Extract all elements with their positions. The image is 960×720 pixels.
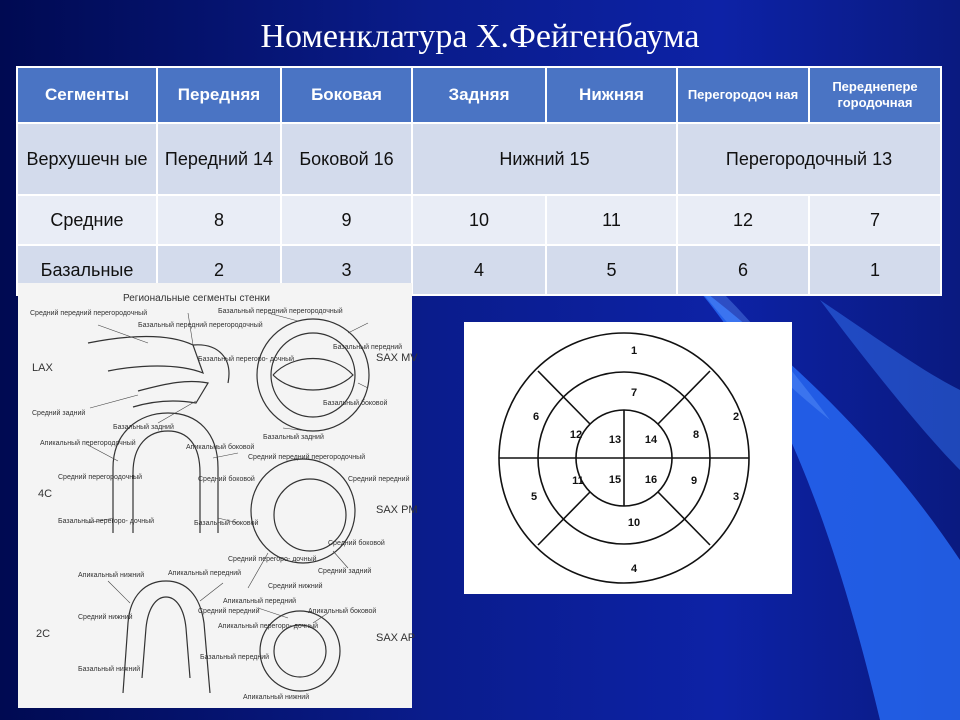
cell-basal-4: 5: [546, 245, 677, 295]
table-row-apical: [17, 123, 941, 195]
label-saxpm-6: Средний нижний: [268, 583, 323, 590]
bullseye-diagram: [464, 322, 792, 594]
view-sax-mv: SAX MV: [376, 352, 418, 364]
cell-mid-4: 11: [546, 195, 677, 245]
segment-3: 3: [732, 491, 740, 503]
label-saxap-3: Апикальный боковой: [308, 608, 377, 615]
label-saxap-1: Апикальный передний: [223, 598, 297, 605]
segment-5: 5: [530, 491, 538, 503]
label-saxmv-5: Базальный задний: [263, 434, 324, 441]
label-4c-4: Средний боковой: [198, 476, 255, 483]
row-label-apical: Верхушечн ые: [17, 123, 157, 195]
slide-title: Номенклатура Х.Фейгенбаума: [260, 18, 700, 55]
view-4c: 4C: [38, 488, 53, 500]
label-2c-4: Средний передний: [198, 608, 260, 615]
label-2c-1: Апикальный нижний: [78, 572, 145, 579]
label-lax-1: Средний передний перегородочный: [30, 310, 148, 317]
segment-2: 2: [732, 411, 740, 423]
view-sax-ap: SAX AP: [376, 632, 416, 644]
label-saxap-4: Апикальный нижний: [243, 694, 310, 701]
segment-15: 15: [608, 474, 622, 486]
segment-6: 6: [532, 411, 540, 423]
cell-mid-5: 12: [677, 195, 809, 245]
header-anterior: Передняя: [157, 67, 281, 123]
header-posterior: Задняя: [412, 67, 546, 123]
cell-basal-1: 2: [157, 245, 281, 295]
label-4c-3: Средний перегородочный: [58, 474, 143, 481]
segment-11: 11: [572, 475, 584, 487]
segment-12: 12: [569, 429, 583, 441]
label-2c-2: Апикальный передний: [168, 570, 242, 577]
cell-mid-2: 9: [281, 195, 412, 245]
cell-apical-septal: Перегородочный 13: [677, 123, 941, 195]
row-label-basal: Базальные: [17, 245, 157, 295]
label-4c-2: Апикальный боковой: [186, 444, 255, 451]
label-4c-5: Базальный перегоро- дочный: [58, 518, 155, 525]
table-row-mid: [17, 195, 941, 245]
segment-9: 9: [690, 475, 698, 487]
label-saxpm-1: Средний передний перегородочный: [248, 454, 366, 461]
label-2c-6: Базальный передний: [200, 654, 270, 661]
label-saxmv-1: Базальный передний перегородочный: [218, 308, 343, 315]
cell-mid-1: 8: [157, 195, 281, 245]
header-segments: Сегменты: [17, 67, 157, 123]
segment-8: 8: [692, 429, 700, 441]
cell-apical-anterior: Передний 14: [157, 123, 281, 195]
label-saxpm-4: Средний перегоро- дочный: [228, 556, 317, 563]
label-saxpm-2: Средний передний: [348, 476, 410, 483]
header-inferior: Нижняя: [546, 67, 677, 123]
view-2c: 2C: [36, 628, 51, 640]
cell-mid-6: 7: [809, 195, 941, 245]
label-saxap-2: Апикальный перегоро- дочный: [218, 623, 319, 630]
label-4c-1: Апикальный перегородочный: [40, 440, 136, 447]
row-label-mid: Средние: [17, 195, 157, 245]
label-saxmv-4: Базальный боковой: [323, 400, 388, 407]
cell-basal-5: 6: [677, 245, 809, 295]
label-2c-5: Базальный нижний: [78, 666, 141, 673]
segments-table: [16, 66, 942, 296]
cell-basal-6: 1: [809, 245, 941, 295]
cell-mid-3: 10: [412, 195, 546, 245]
label-lax-4: Базальный задний: [113, 424, 174, 431]
view-sax-pm: SAX PM: [376, 504, 418, 516]
segment-14: 14: [644, 434, 658, 446]
view-lax: LAX: [32, 362, 53, 374]
segment-16: 16: [644, 474, 658, 486]
echo-views-drawing: [18, 283, 418, 708]
cell-apical-inferior: Нижний 15: [412, 123, 677, 195]
segment-7: 7: [630, 387, 638, 399]
label-saxmv-3: Базальный перегоро- дочный: [198, 356, 295, 363]
regional-segments-figure: [18, 283, 418, 708]
label-lax-2: Базальный передний перегородочный: [138, 322, 263, 329]
cell-basal-3: 4: [412, 245, 546, 295]
cell-apical-lateral: Боковой 16: [281, 123, 412, 195]
header-septal: Перегородоч ная: [677, 67, 809, 123]
cell-basal-2: 3: [281, 245, 412, 295]
label-saxmv-2: Базальный передний: [333, 344, 403, 351]
segment-4: 4: [630, 563, 638, 575]
label-2c-3: Средний нижний: [78, 614, 133, 621]
segment-1: 1: [630, 345, 638, 357]
label-lax-3: Средний задний: [32, 410, 86, 417]
figure-title: Региональные сегменты стенки: [123, 293, 270, 304]
label-saxpm-5: Средний задний: [318, 568, 372, 575]
segment-10: 10: [627, 517, 641, 529]
label-4c-6: Базальный боковой: [194, 520, 259, 527]
header-lateral: Боковая: [281, 67, 412, 123]
bullseye-svg: [464, 322, 792, 594]
segment-13: 13: [608, 434, 622, 446]
label-saxpm-3: Средний боковой: [328, 540, 385, 547]
header-anteroseptal: Переднепере городочная: [809, 67, 941, 123]
